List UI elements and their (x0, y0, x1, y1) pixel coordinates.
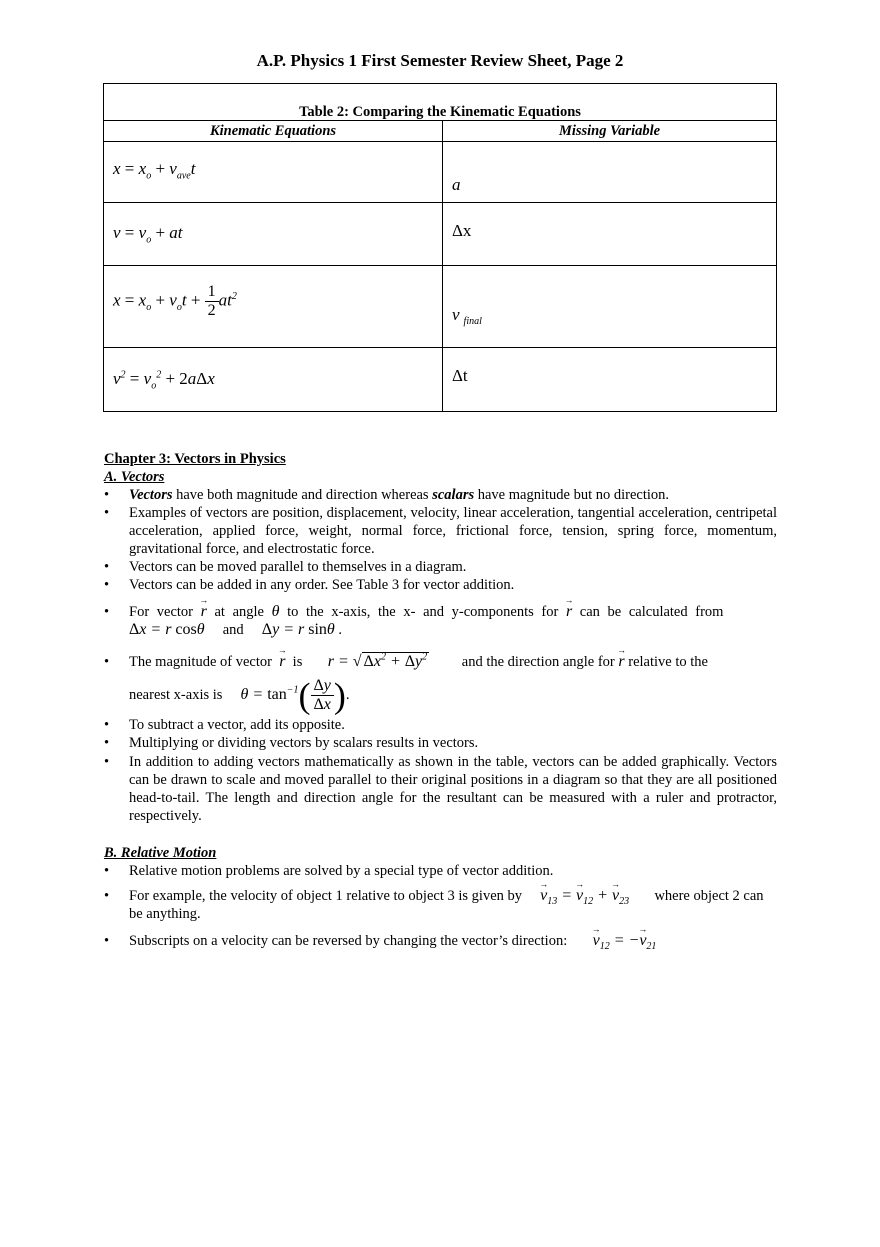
list-item: • To subtract a vector, add its opposite. (104, 717, 345, 733)
table-row (104, 266, 776, 348)
page-title: A.P. Physics 1 First Semester Review Sheet, Page 2 (256, 51, 624, 70)
kinematic-equations-table (103, 83, 777, 412)
list-item: • Vectors can be added in any order. See Table 3 for vector addition. (104, 577, 515, 593)
list-item: • Vectors can be moved parallel to themselves in a diagram. (104, 559, 467, 575)
col-header-kinematic-equations: Kinematic Equations (209, 123, 337, 139)
list-item: • Examples of vectors are position, displacement, velocity, linear acceleration, tangential acceleration, centripetal acceleration, applied force, weight, normal force, frictional force, tension, spring force, momentum, gravitational force, and electrostatic force. (104, 505, 777, 557)
list-item: • For example, the velocity of object 1 relative to object 3 is given by → $v_{13}$ = → $v_{12}$ + → $v_{23}$ where object 2 can be anything. (104, 887, 777, 923)
equation-cell: $x = x_o + v_{ave}t$ (113, 159, 196, 182)
chapter-heading: Chapter 3: Vectors in Physics (104, 451, 286, 467)
missing-variable-cell: a (452, 175, 461, 194)
missing-variable-cell: v $_{final}$ (452, 305, 482, 328)
chapter-3-content (104, 450, 777, 953)
equation-cell: $v^2 = v_o^2 + 2a\Delta x$ (113, 369, 215, 392)
col-header-missing-variable: Missing Variable (558, 123, 661, 139)
table-row (104, 140, 776, 203)
table-row (104, 203, 776, 266)
section-a-heading: A. Vectors (104, 469, 165, 485)
list-item: • Subscripts on a velocity can be reversed by changing the vector’s direction: → $v_{12}$ = −→ $v_{21}$ (104, 932, 777, 950)
table-caption: Table 2: Comparing the Kinematic Equations (299, 104, 581, 120)
list-item: • The magnitude of vector → r is r = √ $\Delta x^2 + \Delta y^2$ and the direction angle for → r relative to the nearest x-axis is $\theta = \tan^{-1}$( $\frac{\Delta y}{\Delta x}$ ). (104, 653, 777, 715)
list-item: • Multiplying or dividing vectors by scalars results in vectors. (104, 735, 479, 751)
table-header-row (104, 120, 776, 142)
list-item: • In addition to adding vectors mathematically as shown in the table, vectors can be added graphically. Vectors can be drawn to scale and moved parallel to their original positions in a diagram so that they are all positioned head-to-tail. The length and direction angle for the resultant can be measured with a ruler and protractor, respectively. (104, 754, 777, 824)
list-item: • Vectors have both magnitude and direction whereas scalars have magnitude but no direction. (104, 487, 670, 503)
equation-cell: $x = x_o + v_ot$ + $\frac{1}{2}$ $at^2$ (113, 283, 237, 319)
section-a-list (104, 486, 777, 825)
section-b-heading: B. Relative Motion (104, 845, 217, 861)
list-item: • For vector → r at angle θ to the x-axis, the x- and y-components for → r can be calculated from Δx = r cosθ and Δy = r sinθ . (104, 603, 777, 639)
equation-cell: $v = v_o$ + at (113, 223, 183, 246)
missing-variable-cell: Δx (452, 221, 472, 240)
list-item: • Relative motion problems are solved by a special type of vector addition. (104, 863, 554, 879)
missing-variable-cell: Δt (452, 366, 468, 385)
table-row (104, 348, 776, 412)
section-b-list (104, 862, 777, 953)
